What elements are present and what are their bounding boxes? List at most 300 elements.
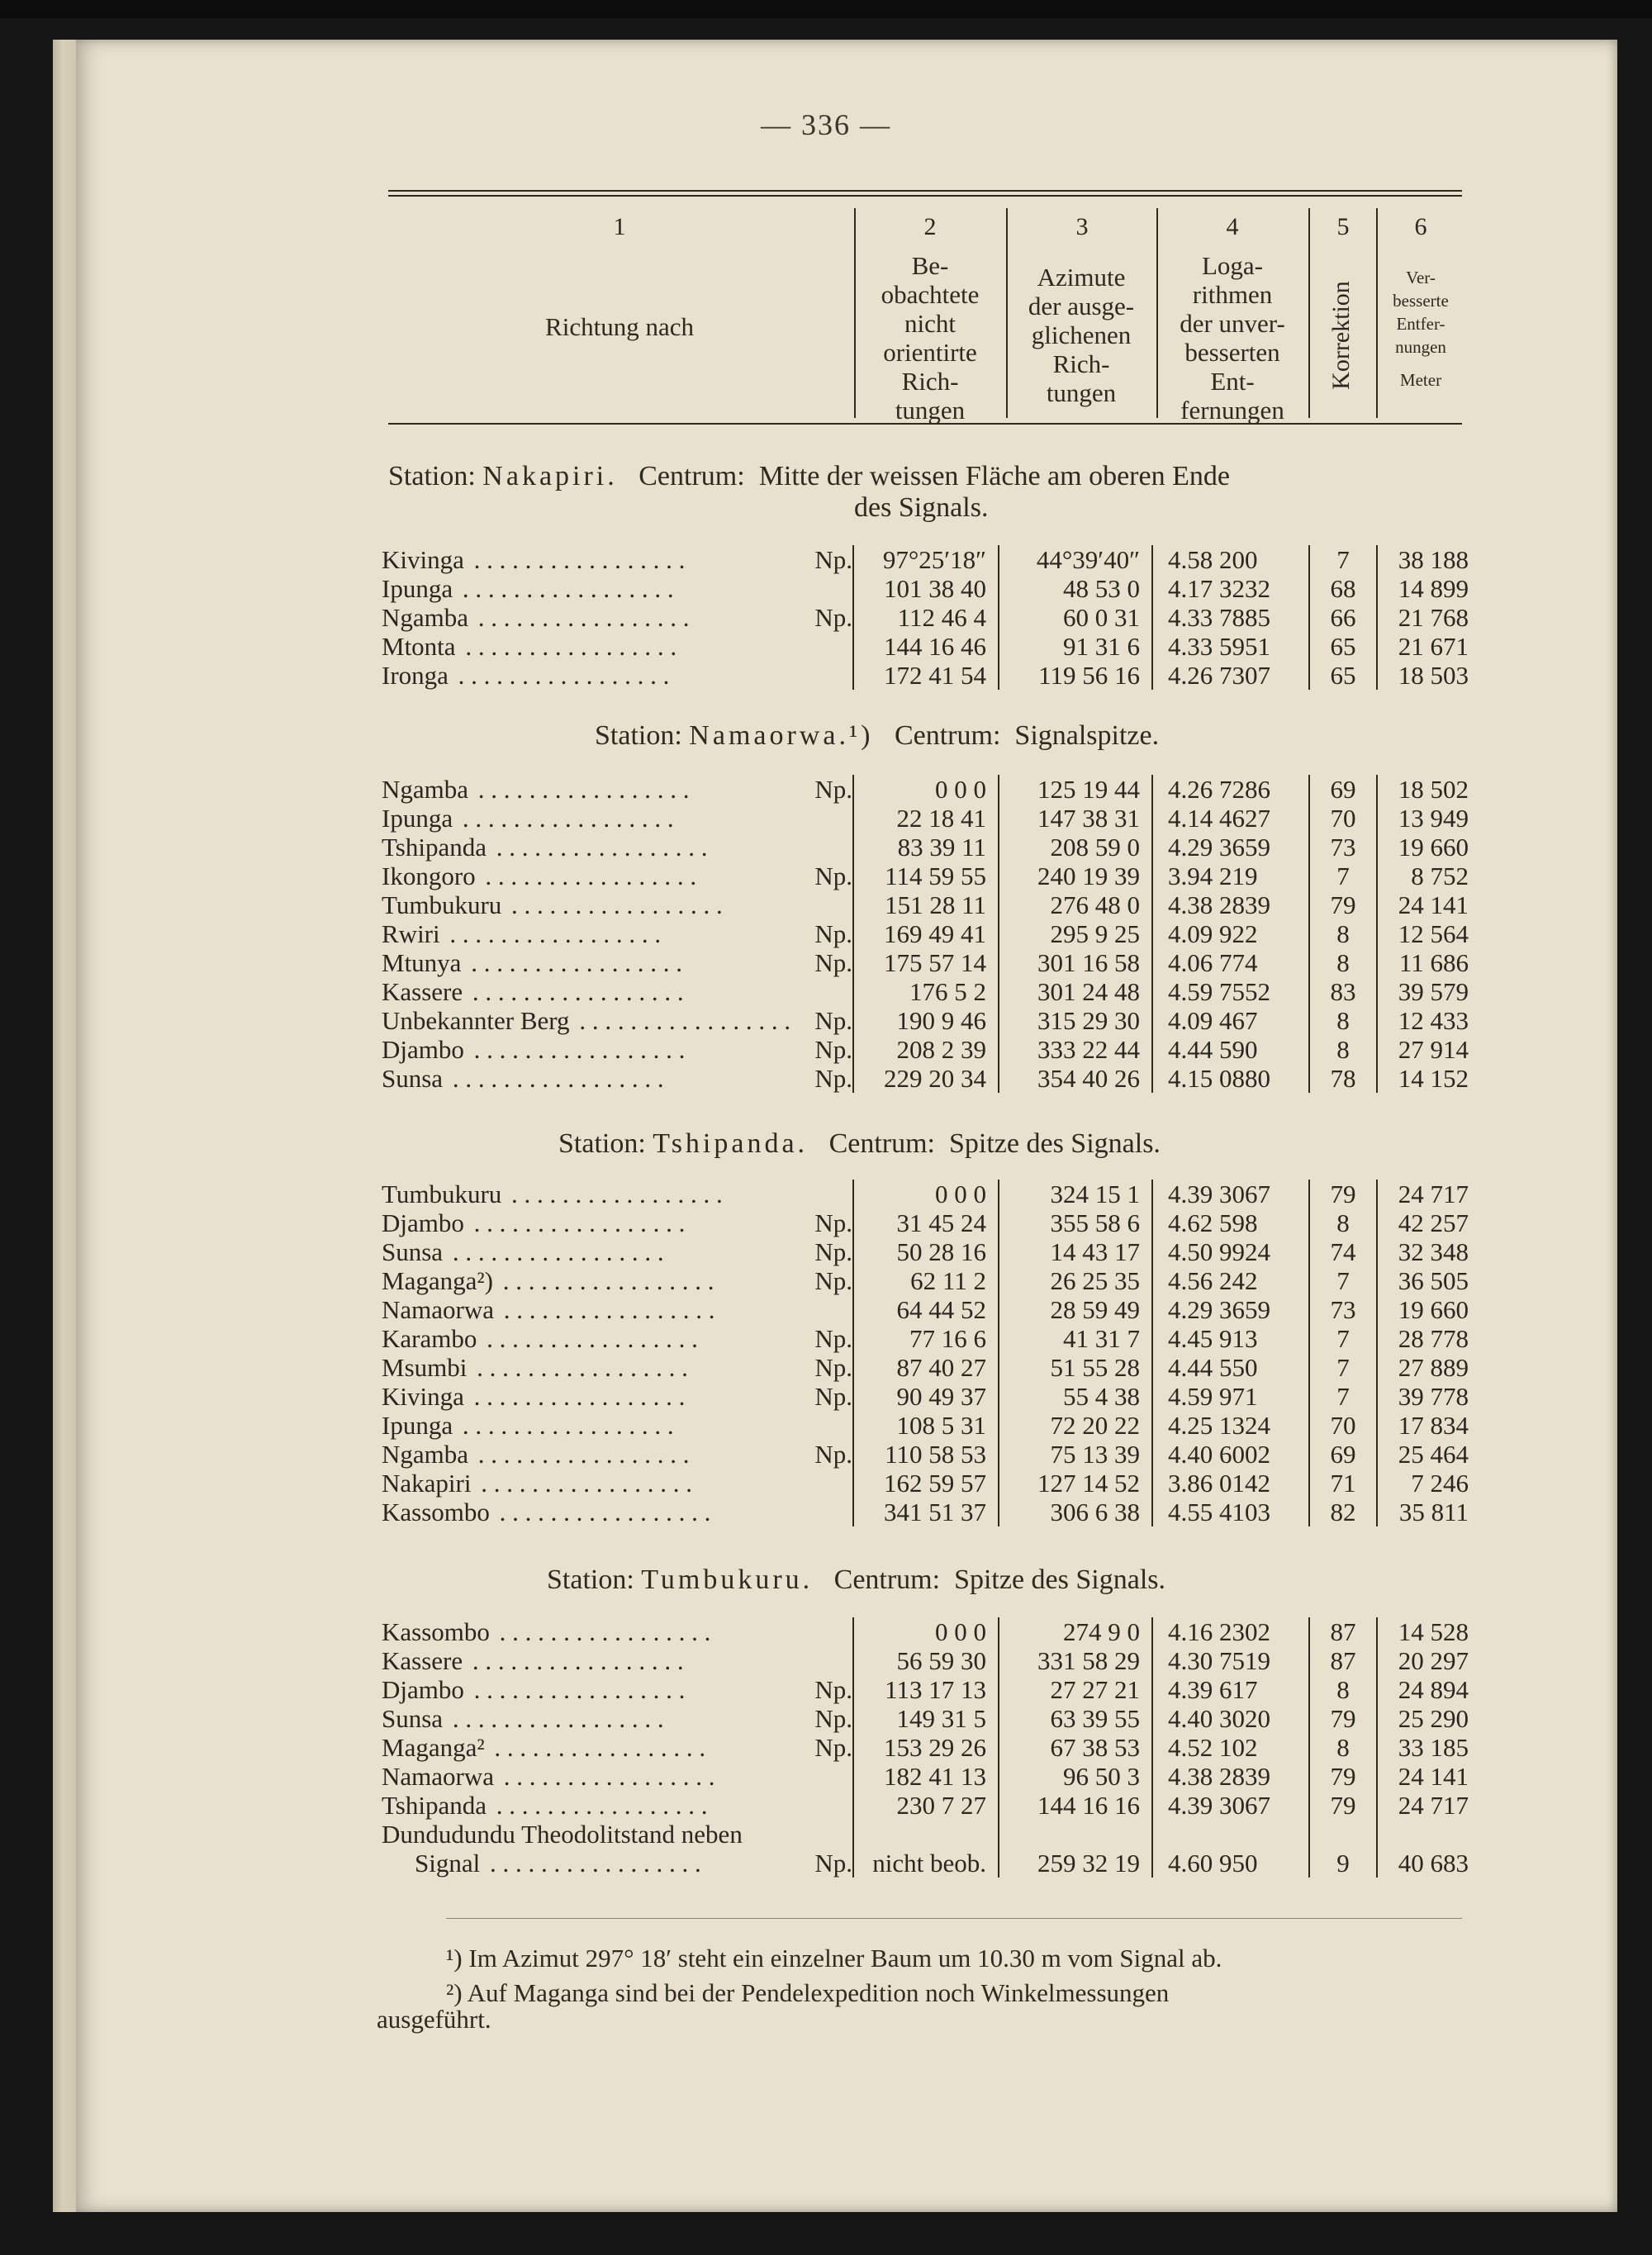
observed-direction: 149 31 5 [853,1704,999,1733]
leader-dots: . . . . . . . . . . . . . . . . . [467,1035,686,1064]
leader-dots: . . . . . . . . . . . . . . . . . [472,603,690,632]
empty-cell [1377,1820,1479,1849]
empty-cell [853,1820,999,1849]
corrected-distance: 25 464 [1377,1440,1479,1469]
corrected-distance: 24 894 [1377,1675,1479,1704]
correction: 87 [1309,1617,1377,1646]
col-2-label [859,251,1001,425]
leader-dots: . . . . . . . . . . . . . . . . . [466,977,684,1006]
observed-direction: 0 0 0 [853,1617,999,1646]
leader-dots: . . . . . . . . . . . . . . . . . [451,661,670,690]
table-row [382,1237,1479,1266]
table-row [382,1704,1479,1733]
leader-dots: . . . . . . . . . . . . . . . . . [483,1849,701,1878]
correction: 69 [1309,775,1377,804]
correction: 79 [1309,890,1377,919]
station-name: Tshipanda. [653,1128,809,1159]
adjusted-azimuth: 91 31 6 [999,632,1152,661]
corrected-distance: 18 502 [1377,775,1479,804]
station-heading [558,1128,1161,1160]
adjusted-azimuth: 125 19 44 [999,775,1152,804]
correction: 79 [1309,1704,1377,1733]
leader-dots: . . . . . . . . . . . . . . . . . [472,775,690,804]
corrected-distance: 14 528 [1377,1617,1479,1646]
np-marker: Np. [809,1208,852,1237]
table-row [382,1469,1479,1498]
np-marker: Np. [809,1382,852,1411]
direction-cell [382,1295,853,1324]
adjusted-azimuth: 208 59 0 [999,833,1152,862]
corrected-distance: 24 717 [1377,1180,1479,1208]
direction-name: Signal [382,1849,483,1878]
direction-name: Rwiri [382,919,444,948]
direction-name: Msumbi [382,1353,470,1382]
table-row [382,1382,1479,1411]
log-distance: 4.06 774 [1152,948,1309,977]
col-6-label-line: Entfer- [1396,314,1446,334]
direction-name: Namaorwa [382,1762,497,1791]
corrected-distance: 42 257 [1377,1208,1479,1237]
direction-cell [382,775,853,804]
np-marker: Np. [809,862,852,890]
corrected-distance: 27 914 [1377,1035,1479,1064]
log-distance: 4.16 2302 [1152,1617,1309,1646]
leader-dots: . . . . . . . . . . . . . . . . . [497,1762,715,1791]
station-table [382,1617,1479,1878]
adjusted-azimuth: 355 58 6 [999,1208,1152,1237]
direction-cell [382,1382,853,1411]
centrum-text: Signalspitze. [1014,720,1160,751]
col-5-number: 5 [1336,213,1350,240]
direction-cell [382,1733,853,1762]
table-row [382,890,1479,919]
direction-cell [382,948,853,977]
table-row [382,1353,1479,1382]
corrected-distance: 18 503 [1377,661,1479,690]
np-marker: Np. [809,919,852,948]
correction: 70 [1309,1411,1377,1440]
observed-direction: 90 49 37 [853,1382,999,1411]
leader-dots: . . . . . . . . . . . . . . . . . [443,919,662,948]
leader-dots: . . . . . . . . . . . . . . . . . [489,833,708,862]
log-distance: 4.44 550 [1152,1353,1309,1382]
leader-dots: . . . . . . . . . . . . . . . . . [489,1791,708,1820]
centrum-text: Spitze des Signals. [954,1564,1166,1595]
corrected-distance: 19 660 [1377,1295,1479,1324]
adjusted-azimuth: 67 38 53 [999,1733,1152,1762]
adjusted-azimuth: 315 29 30 [999,1006,1152,1035]
correction: 8 [1309,1208,1377,1237]
leader-dots: . . . . . . . . . . . . . . . . . [456,804,674,833]
col-3-number: 3 [1075,213,1089,240]
table-row [382,1733,1479,1762]
correction: 69 [1309,1440,1377,1469]
binding-top [0,0,1652,18]
log-distance: 4.56 242 [1152,1266,1309,1295]
correction: 8 [1309,1675,1377,1704]
table-row [382,1266,1479,1295]
direction-name: Kassere [382,1646,466,1675]
observed-direction: 56 59 30 [853,1646,999,1675]
correction: 7 [1309,862,1377,890]
direction-cell [382,1498,853,1526]
correction: 83 [1309,977,1377,1006]
log-distance: 3.86 0142 [1152,1469,1309,1498]
col-2-label-line: Be- [911,251,949,280]
np-marker: Np. [809,1035,852,1064]
table-row [382,1295,1479,1324]
corrected-distance: 7 246 [1377,1469,1479,1498]
centrum-text: Spitze des Signals. [949,1128,1161,1159]
col-1-number: 1 [613,213,626,240]
empty-cell [1152,1820,1309,1849]
observed-direction: 169 49 41 [853,919,999,948]
centrum-label: Centrum: [828,1128,935,1159]
log-distance: 4.44 590 [1152,1035,1309,1064]
np-marker: Np. [809,1006,852,1035]
log-distance: 4.55 4103 [1152,1498,1309,1526]
adjusted-azimuth: 259 32 19 [999,1849,1152,1878]
col-4-label-line: fernungen [1180,396,1284,425]
correction: 7 [1309,1382,1377,1411]
np-marker: Np. [809,1849,852,1878]
header-divider [1156,208,1158,418]
np-marker: Np. [809,603,852,632]
col-4-label [1160,251,1305,425]
correction: 7 [1309,545,1377,574]
leader-dots: . . . . . . . . . . . . . . . . . [467,1208,686,1237]
direction-cell [382,804,853,833]
np-marker: Np. [809,1704,852,1733]
table-row [382,1675,1479,1704]
table-row [382,1180,1479,1208]
leader-dots: . . . . . . . . . . . . . . . . . [474,1469,692,1498]
np-marker: Np. [809,948,852,977]
header-divider [1006,208,1008,418]
adjusted-azimuth: 27 27 21 [999,1675,1152,1704]
observed-direction: 101 38 40 [853,574,999,603]
table-row [382,919,1479,948]
centrum-label: Centrum: [833,1564,941,1595]
corrected-distance: 24 141 [1377,890,1479,919]
direction-name: Tumbukuru [382,1180,505,1208]
direction-name: Sunsa [382,1064,446,1093]
table-row [382,1324,1479,1353]
direction-cell [382,1762,853,1791]
corrected-distance: 13 949 [1377,804,1479,833]
direction-cell [382,862,853,890]
adjusted-azimuth: 63 39 55 [999,1704,1152,1733]
centrum-text: Mitte der weissen Fläche am oberen Ende [758,461,1230,491]
correction: 8 [1309,1035,1377,1064]
col-6-label-line: Ver- [1406,268,1436,287]
leader-dots: . . . . . . . . . . . . . . . . . [480,1324,698,1353]
page-edge [53,40,78,2212]
direction-name: Nakapiri [382,1469,474,1498]
corrected-distance: 28 778 [1377,1324,1479,1353]
adjusted-azimuth: 44°39′40″ [999,545,1152,574]
corrected-distance: 40 683 [1377,1849,1479,1878]
direction-name: Kassombo [382,1617,493,1646]
observed-direction: 77 16 6 [853,1324,999,1353]
table-row [382,1006,1479,1035]
log-distance: 4.38 2839 [1152,1762,1309,1791]
leader-dots: . . . . . . . . . . . . . . . . . [492,1617,711,1646]
adjusted-azimuth: 331 58 29 [999,1646,1152,1675]
observed-direction: 341 51 37 [853,1498,999,1526]
page-number: — 336 — [761,108,891,141]
observed-direction: 22 18 41 [853,804,999,833]
corrected-distance: 14 899 [1377,574,1479,603]
adjusted-azimuth: 26 25 35 [999,1266,1152,1295]
adjusted-azimuth: 14 43 17 [999,1237,1152,1266]
direction-cell [382,632,853,661]
correction: 74 [1309,1237,1377,1266]
col-2-label-line: obachtete [881,280,980,309]
col-2-label-line: Rich- [901,367,959,396]
col-2-label-line: nicht [904,309,956,338]
leader-dots: . . . . . . . . . . . . . . . . . [464,948,682,977]
corrected-distance: 8 752 [1377,862,1479,890]
direction-cell [382,1324,853,1353]
log-distance: 4.14 4627 [1152,804,1309,833]
leader-dots: . . . . . . . . . . . . . . . . . [466,1646,684,1675]
log-distance: 4.29 3659 [1152,833,1309,862]
log-distance: 4.39 3067 [1152,1791,1309,1820]
direction-cell [382,919,853,948]
adjusted-azimuth: 274 9 0 [999,1617,1152,1646]
log-distance: 4.60 950 [1152,1849,1309,1878]
direction-cell [382,603,853,632]
table-row [382,804,1479,833]
log-distance: 4.30 7519 [1152,1646,1309,1675]
correction: 87 [1309,1646,1377,1675]
observed-direction: 113 17 13 [853,1675,999,1704]
direction-name: Mtonta [382,632,459,661]
correction: 79 [1309,1791,1377,1820]
adjusted-azimuth: 301 24 48 [999,977,1152,1006]
table-row [382,603,1479,632]
correction: 79 [1309,1762,1377,1791]
correction: 9 [1309,1849,1377,1878]
table-row [382,1035,1479,1064]
station-name: Namaorwa.¹) [689,720,874,751]
direction-cell [382,833,853,862]
station-table [382,545,1479,690]
correction: 8 [1309,1733,1377,1762]
observed-direction: 182 41 13 [853,1762,999,1791]
observed-direction: 176 5 2 [853,977,999,1006]
station-heading [595,720,1159,752]
station-title: Station: [388,461,476,491]
direction-name: Djambo [382,1208,468,1237]
correction: 8 [1309,1006,1377,1035]
direction-name: Kivinga [382,545,468,574]
table-row [382,977,1479,1006]
adjusted-azimuth: 28 59 49 [999,1295,1152,1324]
corrected-distance: 24 141 [1377,1762,1479,1791]
np-marker: Np. [809,1675,852,1704]
observed-direction: 153 29 26 [853,1733,999,1762]
table-row [382,1064,1479,1093]
observed-direction: 151 28 11 [853,890,999,919]
direction-name: Maganga² [382,1733,488,1762]
leader-dots: . . . . . . . . . . . . . . . . . [505,1180,723,1208]
corrected-distance: 21 768 [1377,603,1479,632]
table-row [382,1820,1479,1849]
direction-cell [382,1675,853,1704]
corrected-distance: 17 834 [1377,1411,1479,1440]
col-4-label-line: der unver- [1180,309,1285,338]
observed-direction: 230 7 27 [853,1791,999,1820]
leader-dots: . . . . . . . . . . . . . . . . . [487,1733,706,1762]
table-row [382,1762,1479,1791]
col-4-number: 4 [1226,213,1239,240]
station-name: Nakapiri. [482,461,618,491]
correction: 73 [1309,1295,1377,1324]
direction-name: Mtunya [382,948,464,977]
footnote-1: ¹) Im Azimut 297° 18′ steht ein einzelner Baum um 10.30 m vom Signal ab. [446,1944,1222,1973]
adjusted-azimuth: 48 53 0 [999,574,1152,603]
correction: 78 [1309,1064,1377,1093]
station-title: Station: [547,1564,634,1595]
col-6-number: 6 [1414,213,1427,240]
table-row [382,1617,1479,1646]
leader-dots: . . . . . . . . . . . . . . . . . [467,1382,686,1411]
observed-direction: 190 9 46 [853,1006,999,1035]
station-table [382,775,1479,1093]
log-distance: 4.45 913 [1152,1324,1309,1353]
np-marker: Np. [809,545,852,574]
leader-dots: . . . . . . . . . . . . . . . . . [496,1266,714,1295]
adjusted-azimuth: 147 38 31 [999,804,1152,833]
direction-name: Ipunga [382,1411,456,1440]
direction-cell [382,1064,853,1093]
adjusted-azimuth: 51 55 28 [999,1353,1152,1382]
corrected-distance: 11 686 [1377,948,1479,977]
correction: 8 [1309,948,1377,977]
direction-name: Sunsa [382,1237,446,1266]
corrected-distance: 39 778 [1377,1382,1479,1411]
leader-dots: . . . . . . . . . . . . . . . . . [505,890,723,919]
col-1-label: Richtung nach [545,312,694,341]
direction-name: Kassere [382,977,466,1006]
direction-name: Kivinga [382,1382,468,1411]
direction-name: Unbekannter Berg [382,1006,573,1035]
corrected-distance: 38 188 [1377,545,1479,574]
np-marker: Np. [809,1733,852,1762]
adjusted-azimuth: 295 9 25 [999,919,1152,948]
table-row [382,833,1479,862]
footnote-2-cont: ausgeführt. [377,2005,491,2034]
empty-cell [999,1820,1152,1849]
log-distance: 4.09 922 [1152,919,1309,948]
table-row [382,1849,1479,1878]
leader-dots: . . . . . . . . . . . . . . . . . [467,1675,686,1704]
corrected-distance: 20 297 [1377,1646,1479,1675]
table-row [382,632,1479,661]
centrum-continuation: des Signals. [854,492,989,523]
direction-cell [382,1469,853,1498]
corrected-distance: 27 889 [1377,1353,1479,1382]
correction: 68 [1309,574,1377,603]
col-3-label-line: glichenen [1031,320,1132,349]
col-5-label: Korrektion [1327,281,1355,390]
direction-name: Ngamba [382,603,472,632]
direction-name: Sunsa [382,1704,446,1733]
corrected-distance: 39 579 [1377,977,1479,1006]
table-row [382,1440,1479,1469]
col-6-label [1378,266,1464,392]
station-heading [547,1564,1165,1596]
direction-cell [382,1791,853,1820]
station-table [382,1180,1479,1526]
direction-name: Maganga²) [382,1266,496,1295]
direction-cell [382,574,853,603]
leader-dots: . . . . . . . . . . . . . . . . . [456,1411,674,1440]
log-distance: 4.39 617 [1152,1675,1309,1704]
log-distance: 4.59 971 [1152,1382,1309,1411]
table-row [382,661,1479,690]
col-6-label-line: nungen [1395,337,1446,357]
observed-direction: 144 16 46 [853,632,999,661]
header-top-rule [388,190,1462,192]
np-marker: Np. [809,1237,852,1266]
adjusted-azimuth: 55 4 38 [999,1382,1152,1411]
log-distance: 4.29 3659 [1152,1295,1309,1324]
direction-name: Tshipanda [382,1791,490,1820]
centrum-label: Centrum: [894,720,1001,751]
station-title: Station: [558,1128,646,1159]
direction-cell [382,661,853,690]
direction-name: Ipunga [382,574,456,603]
table-row [382,775,1479,804]
table-row [382,1646,1479,1675]
corrected-distance: 33 185 [1377,1733,1479,1762]
adjusted-azimuth: 96 50 3 [999,1762,1152,1791]
col-4-label-line: rithmen [1192,280,1273,309]
direction-name: Kassombo [382,1498,493,1526]
np-marker: Np. [809,1266,852,1295]
corrected-distance: 35 811 [1377,1498,1479,1526]
direction-name: Namaorwa [382,1295,497,1324]
col-6-label-line: besserte [1393,291,1449,311]
direction-cell [382,1237,853,1266]
direction-name: Dundudundu Theodolitstand neben [382,1820,743,1849]
table-row [382,1411,1479,1440]
log-distance: 4.26 7307 [1152,661,1309,690]
correction: 82 [1309,1498,1377,1526]
direction-name: Tumbukuru [382,890,505,919]
log-distance: 4.40 6002 [1152,1440,1309,1469]
direction-name: Ikongoro [382,862,479,890]
leader-dots: . . . . . . . . . . . . . . . . . [472,1440,690,1469]
observed-direction: 87 40 27 [853,1353,999,1382]
correction: 66 [1309,603,1377,632]
observed-direction: 0 0 0 [853,775,999,804]
log-distance: 4.26 7286 [1152,775,1309,804]
observed-direction: 31 45 24 [853,1208,999,1237]
leader-dots: . . . . . . . . . . . . . . . . . [492,1498,711,1526]
col-6-unit: Meter [1399,370,1442,390]
direction-cell [382,1646,853,1675]
observed-direction: 64 44 52 [853,1295,999,1324]
observed-direction: 208 2 39 [853,1035,999,1064]
col-3-label [1009,263,1153,407]
station-heading [388,461,1230,492]
corrected-distance: 25 290 [1377,1704,1479,1733]
col-3-label-line: Azimute [1037,263,1126,292]
